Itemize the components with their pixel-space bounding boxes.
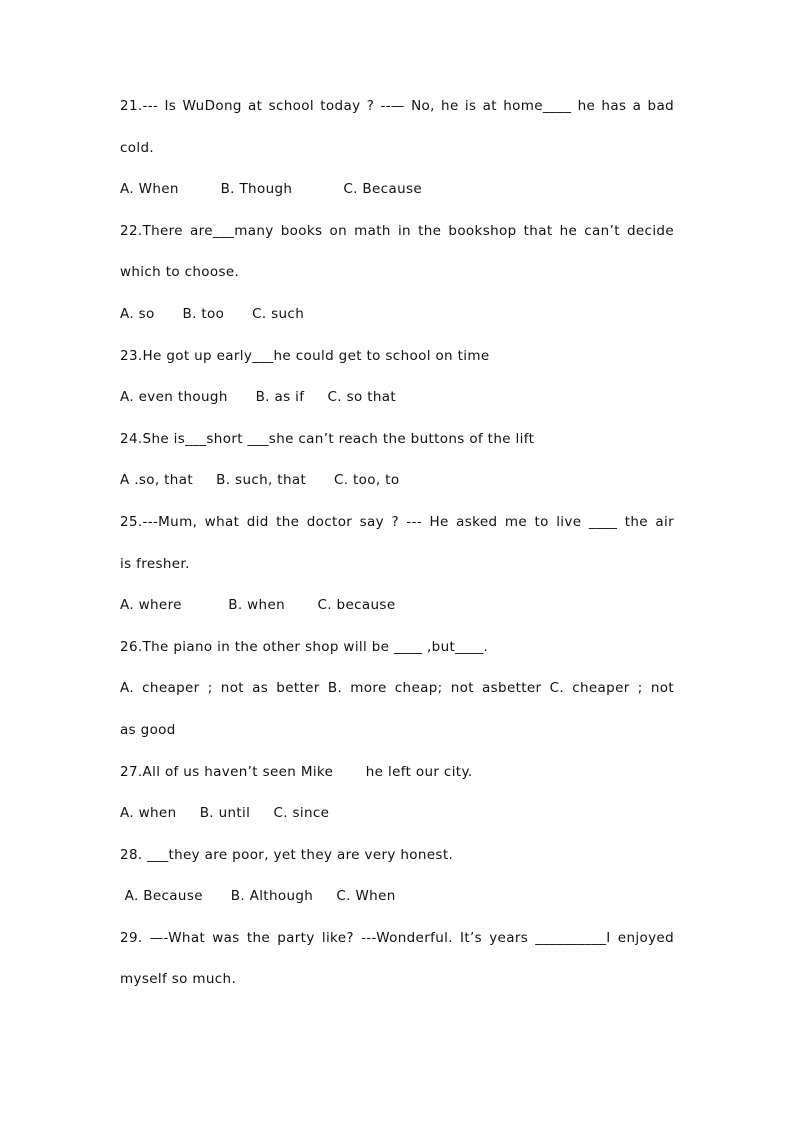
question-21-options: A. When B. Though C. Because (120, 181, 423, 198)
question-25-line-2: is fresher. (120, 555, 190, 572)
question-23: 23.He got up early___he could get to school on time (120, 347, 490, 364)
question-26: 26.The piano in the other shop will be ____ ,but____. (120, 638, 489, 655)
question-23-options: A. even though B. as if C. so that (120, 389, 397, 406)
question-22-options: A. so B. too C. such (120, 305, 305, 322)
question-21-line-2: cold. (120, 139, 155, 156)
question-29-line-1: 29. —-What was the party like? ---Wonderful. It’s years __________I enjoyed (120, 929, 674, 946)
question-28-options: A. Because B. Although C. When (120, 888, 396, 905)
question-25-line-1: 25.---Mum, what did the doctor say ? --- He asked me to live ____ the air (120, 513, 674, 530)
question-21-line-1: 21.--- Is WuDong at school today ? --— No, he is at home____ he has a bad (120, 98, 674, 114)
question-24-options: A .so, that B. such, that C. too, to (120, 472, 400, 489)
question-22-line-1: 22.There are___many books on math in the bookshop that he can’t decide (120, 222, 674, 239)
question-25-options: A. where B. when C. because (120, 597, 396, 614)
question-26-options-line-2: as good (120, 721, 176, 738)
question-22-line-2: which to choose. (120, 264, 240, 281)
question-24: 24.She is___short ___she can’t reach the buttons of the lift (120, 430, 535, 447)
question-26-options-line-1: A. cheaper ; not as better B. more cheap; not asbetter C. cheaper ; not (120, 680, 674, 697)
question-27: 27.All of us haven’t seen Mike he left our city. (120, 763, 473, 780)
question-28: 28. ___they are poor, yet they are very honest. (120, 846, 454, 863)
exercise-text (120, 96, 674, 1011)
question-27-options: A. when B. until C. since (120, 805, 330, 822)
question-29-line-2: myself so much. (120, 971, 237, 988)
